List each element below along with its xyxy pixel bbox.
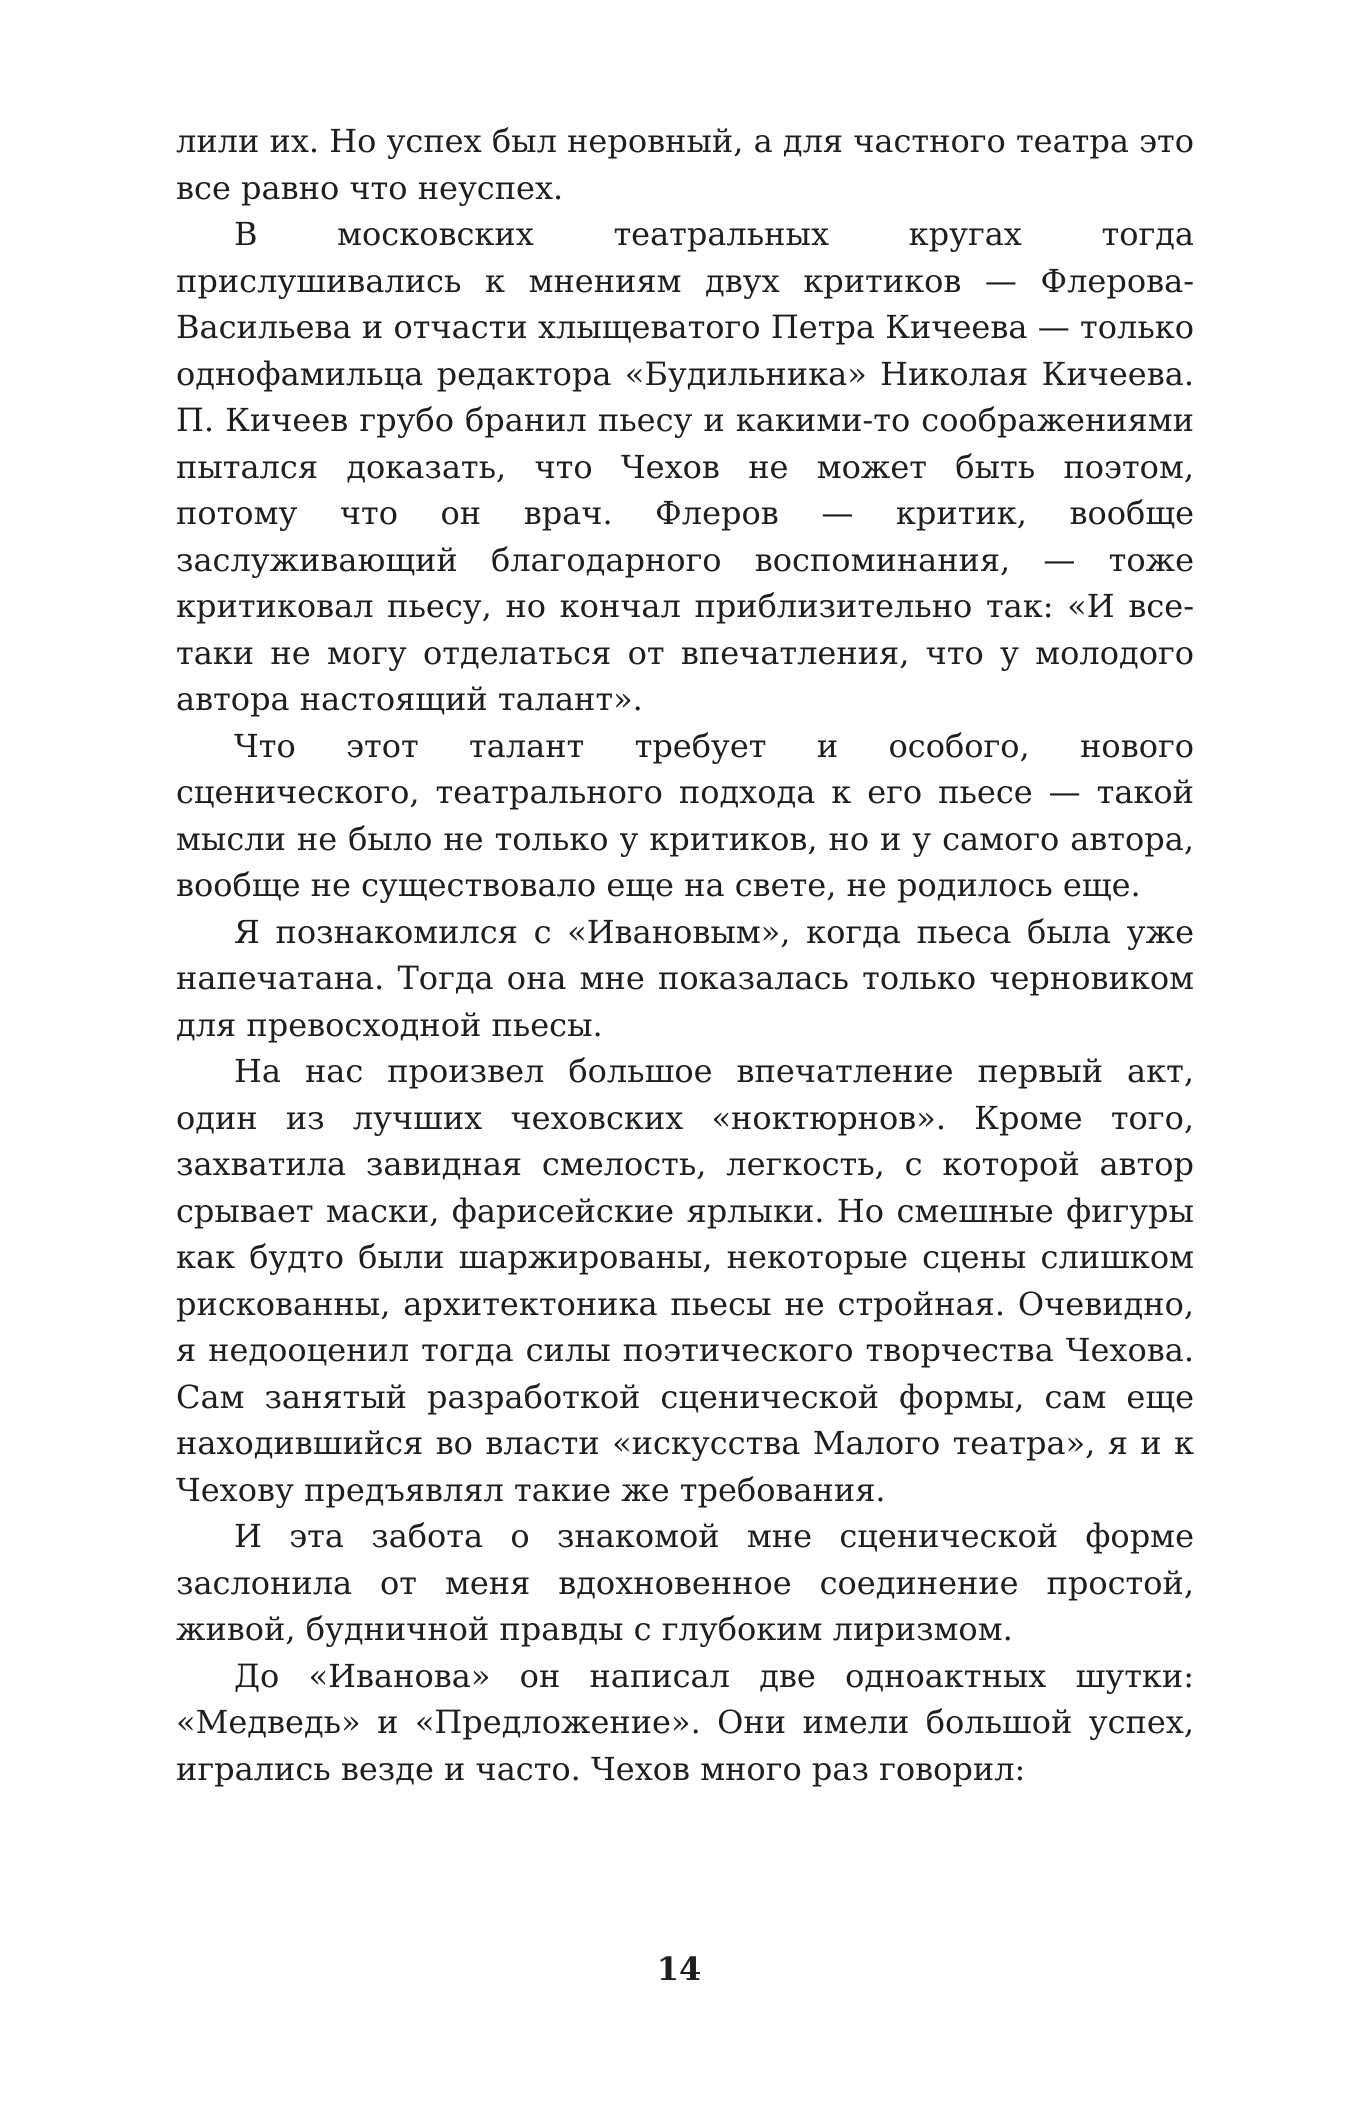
page-number: 14	[656, 1950, 702, 1988]
paragraph-3: Что этот талант требует и особого, нового сценического, театрального подхода к его пьесе — такой мысли не было не только у критиков, но и у самого автора, вообще не существовало еще на свете, не родилось еще.	[176, 726, 1194, 904]
page-body	[176, 118, 1194, 1792]
paragraph-5: На нас произвел большое впечатление первый акт, один из лучших чеховских «ноктюрнов». Кроме того, захватила завидная смелость, легкость, с которой автор срывает маски, фарисейские ярлыки. Но смешные фигуры как будто были шаржированы, некоторые сцены слишком рискованны, архитектоника пьесы не стройная. Очевидно, я недооценил тогда силы поэтического творчества Чехова. Сам занятый разработкой сценической формы, сам еще находившийся во власти «искусства Малого театра», я и к Чехову предъявлял такие же требования.	[176, 1052, 1194, 1509]
paragraph-4: Я познакомился с «Ивановым», когда пьеса была уже напечатана. Тогда она мне показалась только черновиком для превосходной пьесы.	[176, 912, 1194, 1044]
paragraph-2: В московских театральных кругах тогда прислушивались к мнениям двух критиков — Флерова-Васильева и отчасти хлыщеватого Петра Кичеева — только однофамильца редактора «Будильника» Николая Кичеева. П. Кичеев грубо бранил пьесу и какими-то соображениями пытался доказать, что Чехов не может быть поэтом, потому что он врач. Флеров — критик, вообще заслуживающий благодарного воспоминания, — тоже критиковал пьесу, но кончал приблизительно так: «И все-таки не могу отделаться от впечатления, что у молодого автора настоящий талант».	[176, 215, 1194, 718]
paragraph-6: И эта забота о знакомой мне сценической форме заслонила от меня вдохновенное соединение простой, живой, будничной правды с глубоким лиризмом.	[176, 1517, 1194, 1648]
paragraph-7: До «Иванова» он написал две одноактных шутки: «Медведь» и «Предложение». Они имели большой успех, игрались везде и часто. Чехов много раз говорил:	[176, 1656, 1194, 1788]
paragraph-1: лили их. Но успех был неровный, а для частного театра это все равно что неуспех.	[176, 122, 1194, 207]
